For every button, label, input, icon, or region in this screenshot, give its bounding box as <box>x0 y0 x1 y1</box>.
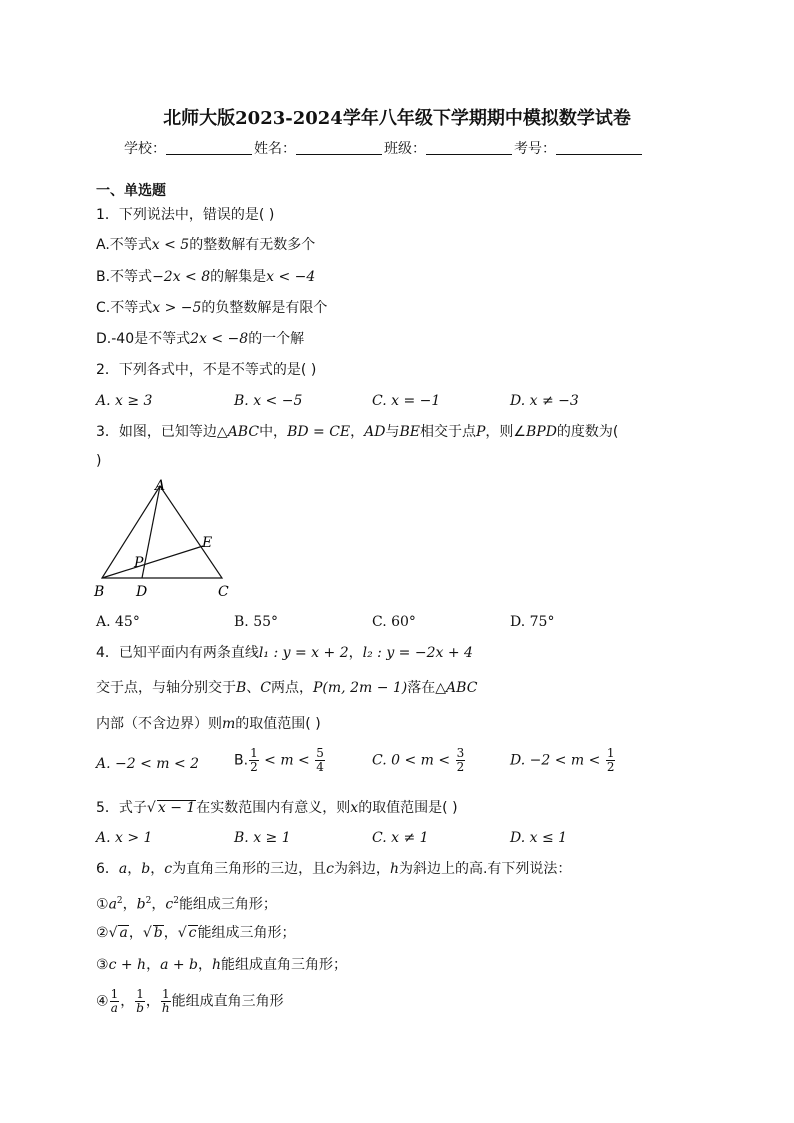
q3-stem-close: ) <box>96 453 102 469</box>
class-blank[interactable] <box>426 140 512 155</box>
number-blank[interactable] <box>556 140 642 155</box>
q4-option-d: D. −2 < m < $\frac{1}{2}$ <box>510 746 615 774</box>
q1-option-c: C.不等式x > −5的负整数解是有限个 <box>96 300 328 316</box>
triangle-abc <box>102 486 222 578</box>
page-title: 北师大版2023-2024学年八年级下学期期中模拟数学试卷 <box>163 108 631 129</box>
label-a: A <box>155 478 166 494</box>
q6-statement-1: $①a^2$，$b^2$，$c^2$能组成三角形； <box>96 896 277 913</box>
q5-stem: 5．式子√ x − 1在实数范围内有意义，则x的取值范围是( ) <box>96 800 458 816</box>
fraction: $\frac{1}{a}$ <box>110 987 119 1015</box>
q5-option-a: A. x > 1 <box>96 830 153 846</box>
sqrt-sign: √ <box>177 925 187 941</box>
fraction: $\frac{1}{2}$ <box>250 746 258 774</box>
q6-statement-2: ②√ a，√ b，√ c能组成三角形； <box>96 925 296 941</box>
sqrt-sign: √ <box>108 925 118 941</box>
q4-line-3: 内部（不含边界）则m的取值范围( ) <box>96 716 321 732</box>
school-blank[interactable] <box>166 140 252 155</box>
q2-option-c: C. x = −1 <box>372 393 441 409</box>
q1-option-a: A.不等式x < 5的整数解有无数多个 <box>96 237 316 253</box>
fraction: $\frac{1}{2}$ <box>606 746 615 774</box>
q4-stem: 4．已知平面内有两条直线l₁ : y = x + 2，l₂ : y = −2x + 4 <box>96 645 473 661</box>
class-label: 班级： <box>384 141 426 157</box>
fraction: $\frac{5}{4}$ <box>316 746 324 774</box>
q1-option-d: D.-40是不等式2x < −8的一个解 <box>96 331 305 347</box>
sqrt-sign: √ <box>146 800 156 816</box>
q3-stem: 3．如图，已知等边△ABC中，BD = CE，AD与BE相交于点P，则∠BPD的度数为( <box>96 424 619 440</box>
name-label: 姓名： <box>254 141 296 157</box>
q5-option-b: B. x ≥ 1 <box>234 830 291 846</box>
sqrt-sign: √ <box>142 925 152 941</box>
school-label: 学校： <box>124 141 166 157</box>
section-heading: 一、单选题 <box>96 183 166 199</box>
q4-option-a: A. −2 < m < 2 <box>96 756 200 772</box>
q5-option-c: C. x ≠ 1 <box>372 830 429 846</box>
q3-option-a: A. 45° <box>96 614 140 630</box>
label-d: D <box>136 584 148 600</box>
q3-option-b: B. 55° <box>234 614 279 630</box>
q4-option-b: B. $\frac{1}{2}$ < m < $\frac{5}{4}$ <box>234 746 324 774</box>
fraction: $\frac{1}{h}$ <box>161 987 170 1015</box>
fraction: $\frac{3}{2}$ <box>456 746 465 774</box>
q6-statement-4: ④ $\frac{1}{a}$ ， $\frac{1}{b}$ ， $\frac{1}{h}$ 能组成直角三角形 <box>96 987 284 1015</box>
q3-option-d: D. 75° <box>510 614 555 630</box>
triangle-figure <box>90 474 250 604</box>
q1-option-b: B.不等式−2x < 8的解集是x < −4 <box>96 269 316 285</box>
q2-option-a: A. x ≥ 3 <box>96 393 153 409</box>
q3-option-c: C. 60° <box>372 614 416 630</box>
label-p: P <box>134 555 144 571</box>
q2-option-d: D. x ≠ −3 <box>510 393 579 409</box>
fraction: $\frac{1}{b}$ <box>136 987 144 1015</box>
q2-stem: 2．下列各式中，不是不等式的是( ) <box>96 362 317 378</box>
label-c: C <box>218 584 229 600</box>
segment-be <box>102 546 203 578</box>
q4-line-2: 交于点，与轴分别交于B、C两点，P(m, 2m − 1)落在△ABC <box>96 680 478 696</box>
q5-option-d: D. x ≤ 1 <box>510 830 568 846</box>
q1-stem: 1．下列说法中，错误的是( ) <box>96 207 275 223</box>
student-info-row <box>124 138 644 158</box>
q6-stem: 6．a，b，c为直角三角形的三边，且c为斜边，h为斜边上的高.有下列说法： <box>96 861 572 877</box>
number-label: 考号： <box>514 141 556 157</box>
q6-statement-3: ③c + h，a + b，h能组成直角三角形； <box>96 957 348 973</box>
name-blank[interactable] <box>296 140 382 155</box>
label-e: E <box>202 535 213 551</box>
q2-option-b: B. x < −5 <box>234 393 303 409</box>
label-b: B <box>94 584 105 600</box>
q4-option-c: C. 0 < m < $\frac{3}{2}$ <box>372 746 465 774</box>
